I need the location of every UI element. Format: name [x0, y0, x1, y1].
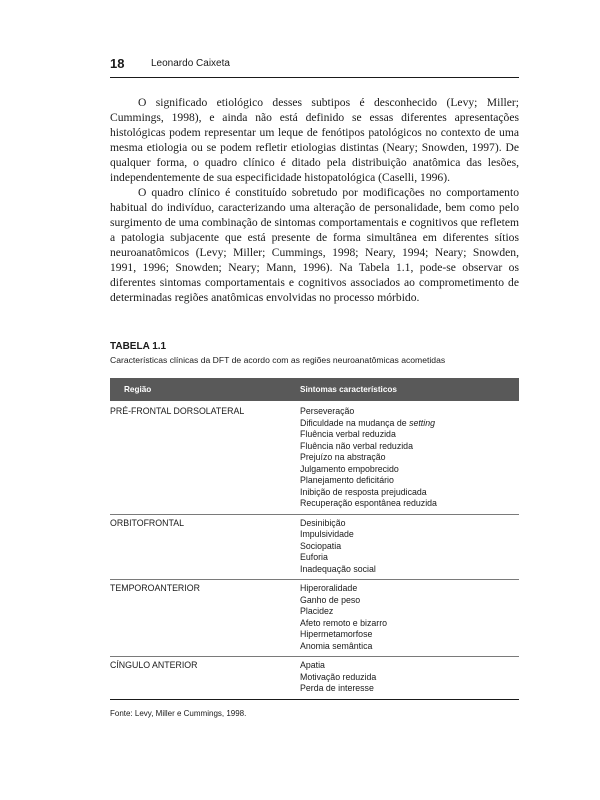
region-cell: CÍNGULO ANTERIOR: [110, 660, 198, 670]
running-head-author: Leonardo Caixeta: [151, 58, 230, 69]
paragraph: O significado etiológico desses subtipos é desconhecido (Levy; Miller; Cummings, 1998), e ainda não está definido se essas diferentes apresentações histológicas podem representar um leque de fenótipos patológicos no contexto de uma mesma etiologia ou se podem refletir etiologias distintas (Neary; Snowden, 1997). De qualquer forma, o quadro clínico é ditado pela distribuição anatômica das lesões, independentemente de sua especificidade histopatológica (Caselli, 1996).: [110, 96, 519, 184]
paragraph: O quadro clínico é constituído sobretudo por modificações no comportamento habitual do indivíduo, caracterizando uma alteração de personalidade, bem como pelo surgimento de uma combinação de sintomas comportamentais e cognitivos que refletem a patologia subjacente que está presente de forma simultânea em diferentes sítios neuroanatômicos (Levy; Miller; Cummings, 1998; Neary, 1994; Neary; Snowden, 1991, 1996; Snowden; Neary; Mann, 1996). Na Tabela 1.1, pode-se observar os diferentes sintomas comportamentais e cognitivos associados ao comprometimento de determinadas regiões anatômicas envolvidas no processo mórbido.: [110, 186, 519, 304]
region-cell: PRÉ-FRONTAL DORSOLATERAL: [110, 406, 245, 416]
symptom-item: Perda de interesse: [300, 683, 374, 693]
symptom-item: Fluência verbal reduzida: [300, 429, 396, 439]
table-block: [110, 340, 519, 700]
table-caption: Características clínicas da DFT de acordo com as regiões neuroanatômicas acometidas: [110, 355, 446, 365]
symptom-item: Impulsividade: [300, 529, 354, 539]
symptom-item: Apatia: [300, 660, 325, 670]
symptom-item: Desinibição: [300, 517, 346, 528]
symptom-item: Inibição de resposta prejudicada: [300, 486, 427, 497]
region-cell: ORBITOFRONTAL: [110, 517, 184, 528]
symptoms-cell: [300, 583, 519, 652]
symptom-item: Inadequação social: [300, 563, 376, 574]
symptom-item: Hiperoralidade: [300, 583, 358, 593]
column-header-symptoms: Sintomas característicos: [300, 385, 397, 394]
region-cell: TEMPOROANTERIOR: [110, 583, 200, 593]
symptom-item: Fluência não verbal reduzida: [300, 440, 413, 451]
italic-term: setting: [409, 417, 435, 428]
symptom-item: Afeto remoto e bizarro: [300, 617, 388, 628]
page-header: [110, 55, 519, 78]
symptom-item: Ganho de peso: [300, 594, 361, 605]
symptom-item: Planejamento deficitário: [300, 475, 394, 485]
table-source-note: Fonte: Levy, Miller e Cummings, 1998.: [110, 709, 247, 718]
symptoms-cell: [300, 406, 519, 510]
symptoms-cell: [300, 660, 519, 695]
table-header-row: [110, 378, 519, 401]
column-header-region: Região: [124, 385, 152, 394]
symptom-item: Hipermetamorfose: [300, 629, 373, 639]
symptom-item: Julgamento empobrecido: [300, 463, 399, 474]
table-row: [110, 580, 519, 657]
symptoms-cell: [300, 518, 519, 576]
symptom-item: Placidez: [300, 606, 334, 616]
symptom-item: Sociopatia: [300, 540, 342, 551]
symptom-item: Anomia semântica: [300, 640, 373, 651]
table-row: [110, 515, 519, 581]
page-number: 18: [110, 56, 125, 71]
symptom-item: Recuperação espontânea reduzida: [300, 498, 437, 508]
symptom-item: Perseveração: [300, 406, 355, 416]
symptom-item: Euforia: [300, 552, 328, 562]
symptom-item: Prejuízo na abstração: [300, 452, 386, 462]
table-row: [110, 657, 519, 700]
table-title: TABELA 1.1: [110, 341, 167, 352]
body-text: [110, 95, 519, 305]
table-row: [110, 401, 519, 515]
symptom-item: Motivação reduzida: [300, 671, 377, 682]
symptom-item: Dificuldade na mudança de setting: [300, 417, 435, 428]
